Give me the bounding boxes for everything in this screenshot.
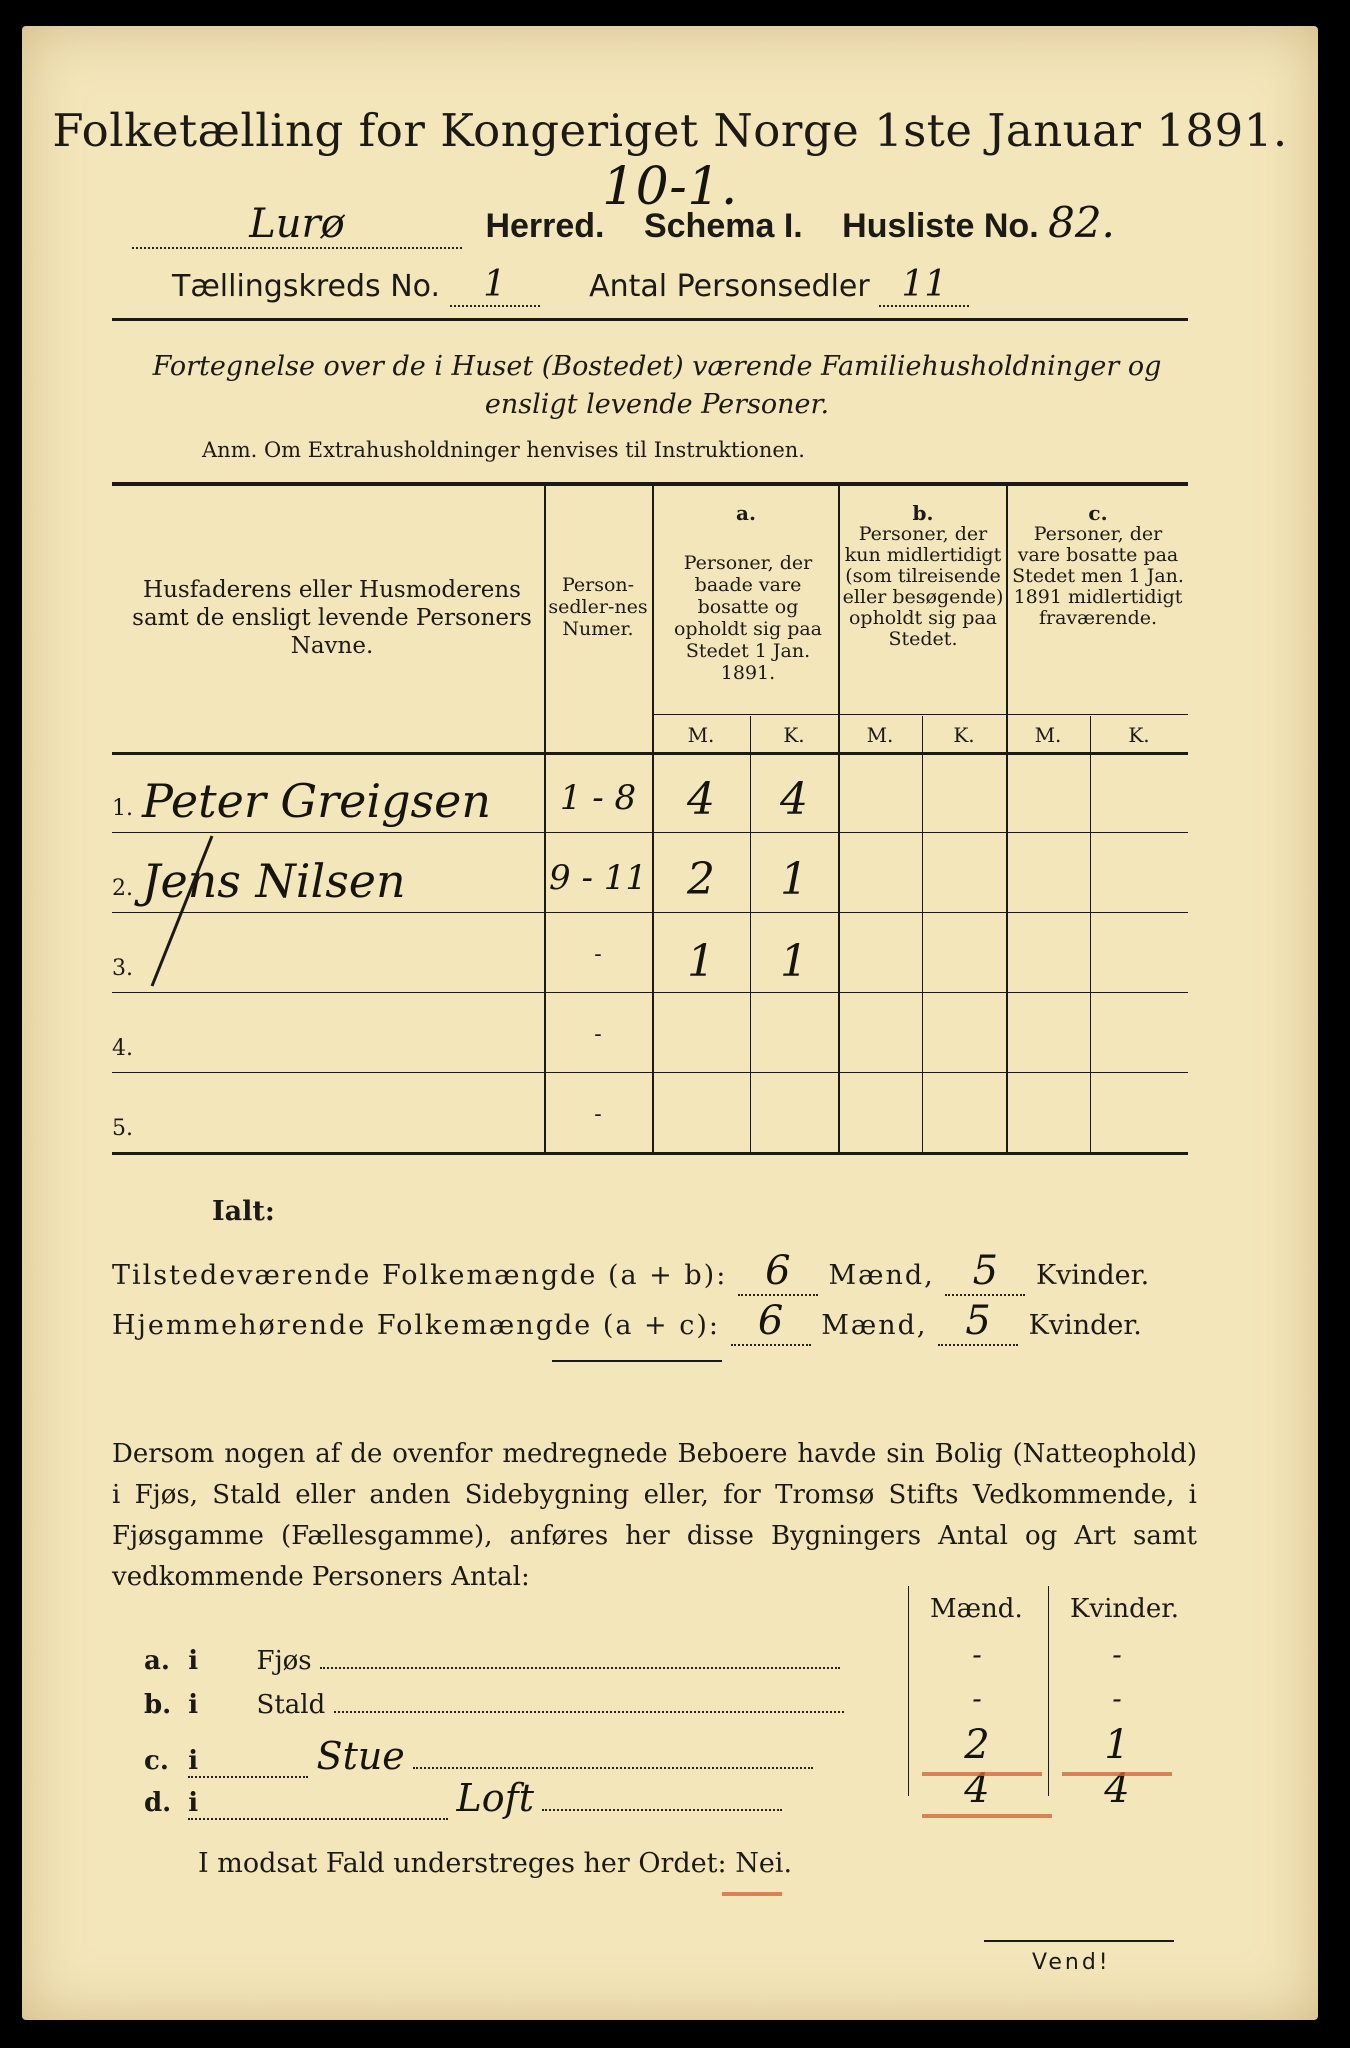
person-name: Jens Nilsen: [142, 854, 406, 908]
col-a-m: M.: [687, 723, 715, 747]
building-kvinder: -: [1112, 1682, 1122, 1715]
row-number: 4.: [112, 1036, 133, 1061]
personseddel-numer: -: [594, 1102, 602, 1127]
census-form: [22, 26, 1318, 2020]
building-maend: -: [972, 1638, 982, 1671]
personseddel-numer: -: [594, 1022, 602, 1047]
hjemme-line: [112, 1298, 1142, 1346]
antal-value: 11: [879, 264, 969, 307]
count-a-k: 1: [780, 936, 808, 987]
table-bottom-rule: [112, 1152, 1188, 1155]
herred-label: Herred.: [485, 207, 605, 245]
col-b-m: M.: [866, 723, 894, 747]
col-header-c: Personer, der vare bosatte paa Stedet men 1 Jan. 1891 midlertidigt fraværende.: [1012, 523, 1184, 629]
col-divider: [1090, 716, 1091, 1154]
kreds-line: [172, 264, 969, 307]
building-row: [144, 1734, 914, 1778]
title-text: Folketælling for Kongeriget Norge 1ste Januar 1891.: [52, 104, 1288, 157]
herred-value: Lurø: [132, 201, 462, 249]
diagonal-stroke: [132, 826, 222, 996]
personseddel-numer: 9 - 11: [549, 858, 647, 898]
buildings-kvinder-header: Kvinder.: [1070, 1594, 1180, 1624]
row-rule: [112, 832, 1188, 833]
kreds-label: Tællingskreds No.: [172, 269, 440, 304]
col-a-letter: a.: [736, 501, 756, 525]
row-number: 2.: [112, 876, 133, 901]
col-b-k: K.: [953, 723, 975, 747]
row-rule: [112, 1072, 1188, 1073]
kreds-value: 1: [450, 264, 540, 307]
hjemme-kvinder: 5: [938, 1298, 1018, 1346]
anm-note: Anm. Om Extrahusholdninger henvises til Instruktionen.: [202, 438, 805, 462]
building-letter: a.: [144, 1646, 170, 1676]
col-header-names: Husfaderens eller Husmoderens samt de ensligt levende Personers Navne.: [132, 577, 532, 659]
building-label: Fjøs: [256, 1646, 312, 1676]
row-rule: [112, 992, 1188, 993]
buildings-table: [112, 1586, 1197, 1820]
count-a-k: 4: [780, 774, 808, 825]
building-label: Stald: [256, 1690, 326, 1720]
col-a-k: K.: [783, 723, 805, 747]
tilstede-maend: 6: [738, 1248, 818, 1296]
count-a-k: 1: [780, 854, 808, 905]
col-c-m: M.: [1034, 723, 1062, 747]
building-maend: 2: [964, 1722, 990, 1768]
building-kvinder: -: [1112, 1638, 1122, 1671]
modsat-text: I modsat Fald understreges her Ordet: Nei.: [198, 1848, 793, 1879]
buildings-maend-header: Mænd.: [930, 1594, 1023, 1624]
row-rule: [112, 912, 1188, 913]
header-bottom-rule: [112, 752, 1188, 755]
row-number: 3.: [112, 956, 133, 981]
col-divider: [838, 484, 840, 1154]
col-divider: [544, 484, 546, 1154]
title-note: 10-1.: [602, 157, 738, 217]
red-underline: [1062, 1772, 1172, 1776]
building-letter: c.: [144, 1746, 169, 1776]
red-underline: [922, 1814, 1052, 1818]
count-a-m: 1: [687, 936, 715, 987]
vend-rule: [984, 1940, 1174, 1942]
col-header-b: Personer, der kun midlertidigt (som tilreisende eller besøgende) opholdt sig paa Stedet.: [842, 523, 1004, 650]
building-kvinder: 4: [1104, 1766, 1130, 1812]
building-i: i: [188, 1690, 199, 1720]
building-kvinder: 1: [1104, 1722, 1130, 1768]
hjemme-maend: 6: [731, 1298, 811, 1346]
tilstede-label: Tilstedeværende Folkemængde (a + b):: [112, 1260, 728, 1291]
ialt-label: Ialt:: [212, 1196, 275, 1227]
kvinder-label: Kvinder.: [1028, 1310, 1142, 1341]
hjemme-label: Hjemmehørende Folkemængde (a + c):: [112, 1310, 720, 1341]
col-b-letter: b.: [912, 501, 934, 525]
husliste-label: Husliste No.: [842, 207, 1039, 245]
schema-label: Schema I.: [643, 207, 803, 245]
bygning-paragraph: Dersom nogen af de ovenfor medregnede Beboere havde sin Bolig (Natteophold) i Fjøs, Stald eller anden Sidebygning eller, for Tromsø Stifts Vedkommende, i Fjøsgamme (Fællesgamme), anføres her disse Bygningers Antal og Art samt vedkommende Personers Antal:: [112, 1439, 1197, 1592]
kvinder-label: Kvinder.: [1035, 1260, 1150, 1291]
tilstede-line: [112, 1248, 1149, 1296]
maend-label: Mænd,: [821, 1310, 928, 1341]
building-label: Loft: [456, 1776, 534, 1820]
building-label: Stue: [316, 1734, 405, 1778]
col-c-k: K.: [1128, 723, 1150, 747]
red-underline: [922, 1772, 1042, 1776]
count-a-m: 2: [687, 854, 715, 905]
building-i: i: [188, 1646, 199, 1676]
building-row: [144, 1690, 914, 1720]
personseddel-numer: 1 - 8: [559, 778, 637, 818]
tilstede-kvinder: 5: [945, 1248, 1025, 1296]
building-row: [144, 1776, 914, 1820]
buildings-divider: [1048, 1586, 1049, 1796]
building-letter: b.: [144, 1690, 172, 1720]
header-rule: [112, 318, 1188, 321]
building-letter: d.: [144, 1788, 172, 1818]
row-number: 5.: [112, 1116, 133, 1141]
col-header-numer: Person-sedler-nes Numer.: [548, 574, 648, 640]
nei-underline: [722, 1892, 782, 1896]
husliste-value: 82.: [1048, 198, 1115, 247]
row-number: 1.: [112, 796, 133, 821]
building-maend: -: [972, 1682, 982, 1715]
vend-label: Vend!: [1032, 1950, 1111, 1975]
count-a-m: 4: [687, 774, 715, 825]
building-row: [144, 1646, 914, 1676]
separator: [552, 1360, 722, 1362]
person-name: Peter Greigsen: [142, 774, 491, 828]
col-divider: [1006, 484, 1008, 1154]
antal-label: Antal Personsedler: [589, 269, 870, 304]
building-i: i: [188, 1788, 448, 1820]
building-maend: 4: [964, 1766, 990, 1812]
col-divider: [922, 716, 923, 1154]
maend-label: Mænd,: [828, 1260, 935, 1291]
building-i: i: [188, 1746, 308, 1778]
col-header-a: Personer, der baade vare bosatte og opholdt sig paa Stedet 1 Jan. 1891.: [673, 552, 823, 684]
herred-line: [132, 198, 1115, 249]
mk-rule: [652, 714, 1188, 715]
col-c-letter: c.: [1088, 501, 1108, 525]
table-top-rule: [112, 482, 1188, 486]
personseddel-numer: -: [594, 942, 602, 967]
subtitle: Fortegnelse over de i Huset (Bostedet) værende Familiehusholdninger og ensligt levende Personer.: [152, 351, 1162, 420]
